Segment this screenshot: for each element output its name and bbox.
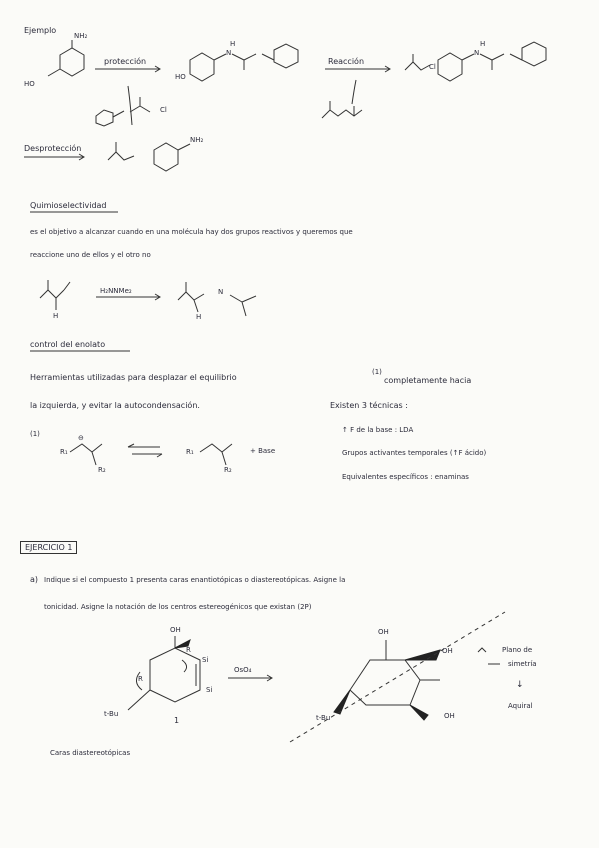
deprotected-product-structure <box>108 142 190 171</box>
quimio-h-1: H <box>53 312 59 320</box>
enolato-r2: R₂ <box>98 466 106 474</box>
enolato-minus: ⊖ <box>78 434 84 442</box>
n-label: N <box>226 49 232 57</box>
enolato-line-1b: completamente hacia <box>384 376 472 385</box>
compound-r-label-top: R <box>186 646 191 654</box>
diol-tbu-label: t-Bu <box>316 714 331 722</box>
enolato-title: control del enolato <box>30 340 106 349</box>
diol-chair-structure <box>290 612 505 742</box>
acylated-product-structure <box>405 42 546 81</box>
compound-si-label-2: Si <box>206 686 213 694</box>
enolato-eq-label: (1) <box>30 430 40 438</box>
ho-label: HO <box>24 80 35 88</box>
enolate-equilibrium <box>70 444 232 465</box>
ejercicio-title: EJERCICIO 1 <box>20 541 77 554</box>
plano-label: Plano de <box>502 646 533 654</box>
reagent-cl-label: Cl <box>160 106 167 114</box>
h-label-2: H <box>480 40 486 48</box>
compound-r-label-left: R <box>138 675 143 683</box>
cbz-cl-reagent <box>96 86 150 126</box>
enolato-intro: Existen 3 técnicas : <box>330 401 408 410</box>
enolato-r2b: R₂ <box>224 466 232 474</box>
down-arrow: ↓ <box>516 680 524 690</box>
reaccion-label: Reacción <box>328 57 365 66</box>
n-label-2: N <box>474 49 480 57</box>
h-label: H <box>230 40 236 48</box>
diol-oh-bottom: OH <box>444 712 455 720</box>
quimio-n-label: N <box>218 288 224 296</box>
compound-si-label-1: Si <box>202 656 209 664</box>
enolato-r1b: R₁ <box>186 448 194 456</box>
oso4-label: OsO₄ <box>234 666 252 674</box>
enolato-footnote: (1) <box>372 368 382 376</box>
quimio-h-2: H <box>196 313 202 321</box>
diol-oh-top: OH <box>378 628 389 636</box>
quimio-line-1: es el objetivo a alcanzar cuando en una molécula hay dos grupos reactivos y queremos que <box>30 228 353 236</box>
enolato-line-2: la izquierda, y evitar la autocondensación. <box>30 401 200 410</box>
nh2-label: NH₂ <box>74 32 88 40</box>
cl-label: Cl <box>429 63 436 71</box>
proteccion-label: protección <box>104 57 147 66</box>
anhydride-reagent <box>322 80 362 118</box>
aquiral-label: Aquiral <box>508 702 533 710</box>
enolato-line-1: Herramientas utilizadas para desplazar el equilibrio <box>30 373 237 382</box>
quimio-title: Quimioselectividad <box>30 201 107 210</box>
desproteccion-label: Desprotección <box>24 144 82 153</box>
nh2-label-2: NH₂ <box>190 136 204 144</box>
enolato-base: + Base <box>250 447 276 455</box>
quimio-reagent: H₂NNMe₂ <box>100 287 132 295</box>
diol-oh-right: OH <box>442 647 453 655</box>
ejercicio-question-2: tonicidad. Asigne la notación de los centros estereogénicos que existan (2P) <box>44 603 312 611</box>
compound-number: 1 <box>174 716 180 725</box>
ejercicio-a-label: a) <box>30 575 39 584</box>
enolato-item-2: Grupos activantes temporales (↑F ácido) <box>342 449 487 457</box>
enolato-item-3: Equivalentes específicos : enaminas <box>342 473 469 481</box>
compound-oh-label: OH <box>170 626 181 634</box>
aminophenol-structure <box>48 40 84 76</box>
compound-tbu-label: t-Bu <box>104 710 119 718</box>
caras-label: Caras diastereotópicas <box>50 749 131 757</box>
quimio-line-2: reaccione uno de ellos y el otro no <box>30 251 151 259</box>
ejercicio-question-1: Indique si el compuesto 1 presenta caras enantiotópicas o diastereotópicas. Asigne la <box>44 576 346 584</box>
ketoaldehyde-structure <box>40 280 70 310</box>
enolato-item-1: ↑ F de la base : LDA <box>342 426 414 434</box>
hydrazone-structure <box>178 282 256 316</box>
enolato-r1: R₁ <box>60 448 68 456</box>
simetria-label: simetría <box>508 660 537 668</box>
protected-product-structure <box>190 44 298 81</box>
ho-label-2: HO <box>175 73 186 81</box>
ejemplo-title: Ejemplo <box>24 26 57 35</box>
